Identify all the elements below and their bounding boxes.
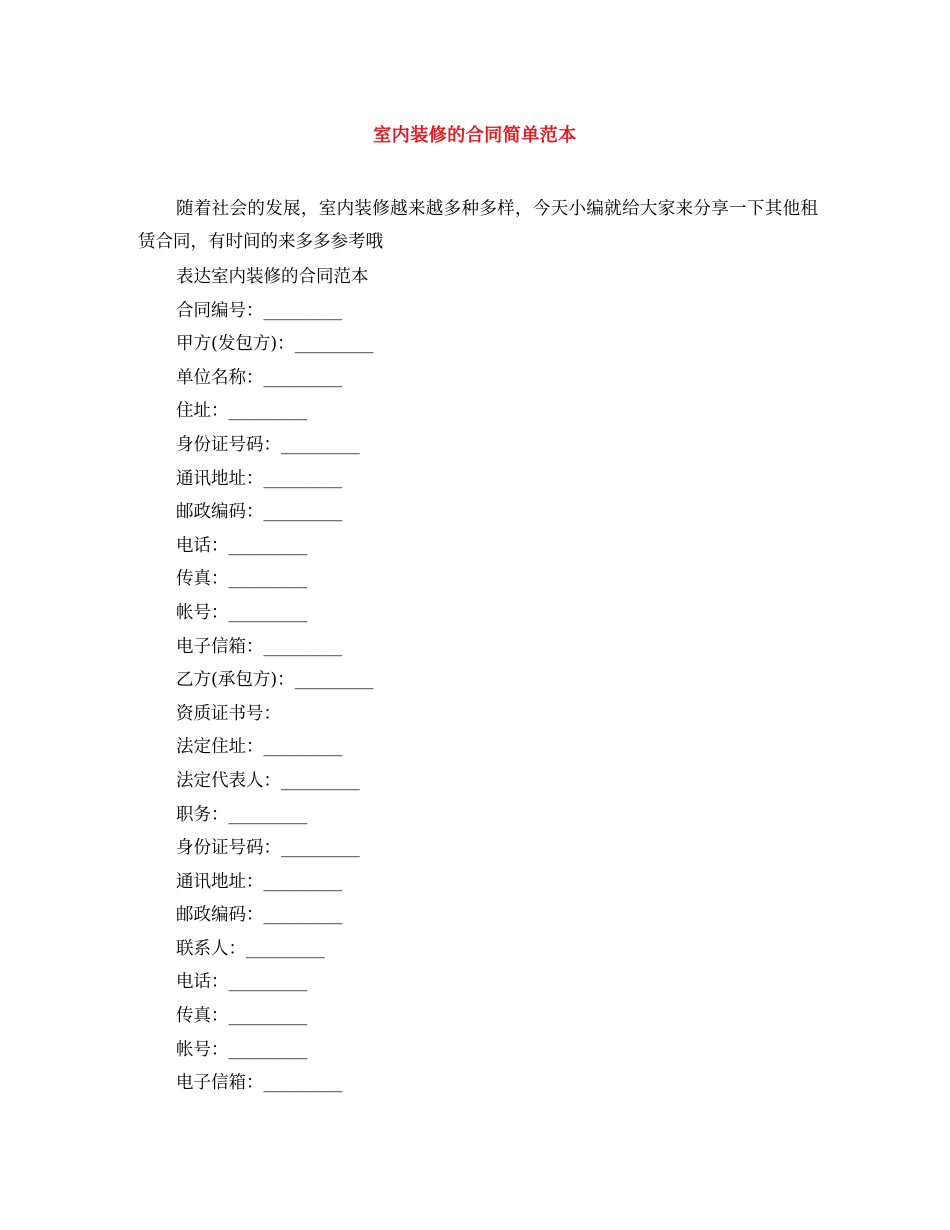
party-b-contact-person-field: 联系人：_________ <box>176 938 325 959</box>
party-a-id-number-field: 身份证号码：_________ <box>176 434 360 455</box>
party-b-field: 乙方(承包方)：_________ <box>176 670 374 691</box>
party-a-account-field: 帐号：_________ <box>176 602 308 623</box>
subtitle-line: 表达室内装修的合同范本 <box>176 267 369 287</box>
party-a-unit-name-field: 单位名称：_________ <box>176 367 343 388</box>
party-b-mailing-address-field: 通讯地址：_________ <box>176 871 343 892</box>
contract-field-list <box>176 262 373 1102</box>
party-a-mailing-address-field: 通讯地址：_________ <box>176 468 343 489</box>
party-a-email-field: 电子信箱：_________ <box>176 636 343 657</box>
party-b-fax-field: 传真：_________ <box>176 1006 308 1027</box>
party-a-field: 甲方(发包方)：_________ <box>176 334 374 355</box>
contract-number-field: 合同编号：_________ <box>176 300 343 321</box>
party-b-phone-field: 电话：_________ <box>176 972 308 993</box>
party-b-account-field: 帐号：_________ <box>176 1039 308 1060</box>
party-a-address-field: 住址：_________ <box>176 401 308 422</box>
party-b-id-number-field: 身份证号码：_________ <box>176 838 360 859</box>
intro-paragraph: 随着社会的发展，室内装修越来越多种多样，今天小编就给大家来分享一下其他租赁合同，有时间的来多多参考哦 <box>138 199 818 252</box>
party-a-fax-field: 传真：_________ <box>176 569 308 590</box>
document-title: 室内装修的合同简单范本 <box>373 125 577 146</box>
party-b-qualification-field: 资质证书号： <box>176 703 281 724</box>
party-b-position-field: 职务：_________ <box>176 804 308 825</box>
party-b-legal-address-field: 法定住址：_________ <box>176 737 343 758</box>
party-b-legal-representative-field: 法定代表人：_________ <box>176 770 360 791</box>
party-a-phone-field: 电话：_________ <box>176 535 308 556</box>
party-b-postal-code-field: 邮政编码：_________ <box>176 905 343 926</box>
party-a-postal-code-field: 邮政编码：_________ <box>176 502 343 523</box>
party-b-email-field: 电子信箱：_________ <box>176 1073 343 1094</box>
